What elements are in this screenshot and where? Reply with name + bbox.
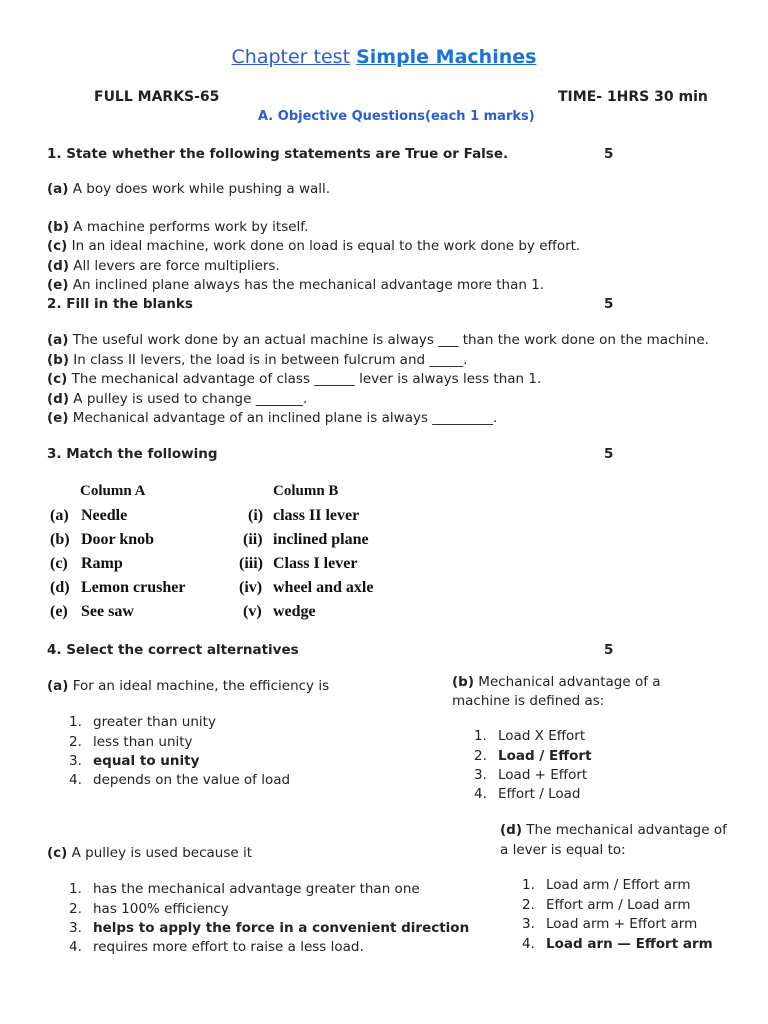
q2-item-b-text: In class II levers, the load is in between fulcrum and _____. <box>69 352 468 368</box>
q1-item-c-label: (c) <box>47 238 68 254</box>
q4a-label: (a) <box>47 678 69 694</box>
q4d-text-1: The mechanical advantage of <box>522 822 727 838</box>
q2-item-c-label: (c) <box>47 371 68 387</box>
q4-heading: 4. Select the correct alternatives <box>47 642 299 658</box>
match-a-label-4: (d) <box>50 579 70 596</box>
q2-item-b <box>47 352 467 368</box>
match-b-label-4: (iv) <box>239 579 263 596</box>
q4b-option-2 <box>474 748 592 764</box>
q4b-text-1: Mechanical advantage of a <box>474 674 661 690</box>
section-a-heading: A. Objective Questions(each 1 marks) <box>258 109 535 124</box>
page-title <box>0 46 768 68</box>
q4b-option-4-text: Effort / Load <box>498 786 581 802</box>
match-b-label-2: (ii) <box>243 531 263 548</box>
q4-marks: 5 <box>604 642 614 658</box>
match-b-text-4: wheel and axle <box>273 579 374 596</box>
q4b-option-2-number: 2. <box>474 748 487 764</box>
q4c-option-3-text: helps to apply the force in a convenient direction <box>93 920 470 936</box>
title-part-2: Simple Machines <box>356 46 537 68</box>
q2-heading: 2. Fill in the blanks <box>47 296 193 312</box>
match-b-label-5: (v) <box>243 603 262 620</box>
q4d-question-line-2: a lever is equal to: <box>500 842 626 858</box>
match-a-label-2: (b) <box>50 531 70 548</box>
q3-heading: 3. Match the following <box>47 446 218 462</box>
q4d-option-4 <box>522 936 713 952</box>
q2-item-e-label: (e) <box>47 410 69 426</box>
q4d-option-2-text: Effort arm / Load arm <box>546 897 691 913</box>
q4c-option-2-text: has 100% efficiency <box>93 901 229 917</box>
q4d-option-2-number: 2. <box>522 897 535 913</box>
q4b-option-1-text: Load X Effort <box>498 728 586 744</box>
q4b-option-3-number: 3. <box>474 767 487 783</box>
q1-item-a-text: A boy does work while pushing a wall. <box>68 181 331 197</box>
q2-marks: 5 <box>604 296 614 312</box>
q1-item-b-label: (b) <box>47 219 70 235</box>
q4c-option-4 <box>69 939 364 955</box>
match-b-label-1: (i) <box>248 507 264 524</box>
q1-marks: 5 <box>604 146 614 162</box>
q4a-option-2-text: less than unity <box>93 734 193 750</box>
q4c-label: (c) <box>47 845 68 861</box>
q1-item-e-text: An inclined plane always has the mechanical advantage more than 1. <box>68 277 545 293</box>
match-a-label-1: (a) <box>50 507 69 524</box>
q1-item-e <box>47 277 544 293</box>
q1-item-c <box>47 238 580 254</box>
q2-item-a-text: The useful work done by an actual machine is always ___ than the work done on the machine. <box>68 332 709 348</box>
q4c-option-3-number: 3. <box>69 920 82 936</box>
q4a-option-3 <box>69 753 199 769</box>
q4d-option-3-text: Load arm + Effort arm <box>546 916 698 932</box>
q4b-option-2-text: Load / Effort <box>498 748 592 764</box>
q4d-option-2 <box>522 897 691 913</box>
q4a-option-2 <box>69 734 193 750</box>
q4d-option-1 <box>522 877 691 893</box>
q1-item-d <box>47 258 280 274</box>
match-a-label-5: (e) <box>50 603 68 620</box>
q4b-option-4-number: 4. <box>474 786 487 802</box>
q1-item-d-label: (d) <box>47 258 70 274</box>
match-b-text-5: wedge <box>273 603 316 620</box>
q4a-option-1 <box>69 714 216 730</box>
match-a-text-3: Ramp <box>81 555 123 572</box>
q4a-option-4 <box>69 772 290 788</box>
q4b-option-1-number: 1. <box>474 728 487 744</box>
q2-item-c-text: The mechanical advantage of class ______ lever is always less than 1. <box>67 371 542 387</box>
q4d-option-3 <box>522 916 697 932</box>
q4d-option-4-number: 4. <box>522 936 535 952</box>
q4a-option-1-text: greater than unity <box>93 714 216 730</box>
q4c-option-2-number: 2. <box>69 901 82 917</box>
q4a-option-4-text: depends on the value of load <box>93 772 291 788</box>
q4c-option-4-number: 4. <box>69 939 82 955</box>
q4d-option-1-number: 1. <box>522 877 535 893</box>
match-b-text-2: inclined plane <box>273 531 369 548</box>
q4b-option-3 <box>474 767 587 783</box>
q4a-option-3-number: 3. <box>69 753 82 769</box>
q2-item-a-label: (a) <box>47 332 69 348</box>
q4b-question-line-1 <box>452 674 661 690</box>
q1-heading: 1. State whether the following statements are True or False. <box>47 146 509 162</box>
q4b-label: (b) <box>452 674 475 690</box>
q3-marks: 5 <box>604 446 614 462</box>
q4a-option-2-number: 2. <box>69 734 82 750</box>
q4d-option-1-text: Load arm / Effort arm <box>546 877 691 893</box>
q1-item-c-text: In an ideal machine, work done on load is equal to the work done by effort. <box>67 238 581 254</box>
q4c-option-4-text: requires more effort to raise a less load. <box>93 939 364 955</box>
q4a-option-1-number: 1. <box>69 714 82 730</box>
q4c-option-1-text: has the mechanical advantage greater than one <box>93 881 420 897</box>
q1-item-b-text: A machine performs work by itself. <box>69 219 309 235</box>
q2-item-c <box>47 371 541 387</box>
q1-item-a-label: (a) <box>47 181 69 197</box>
q2-item-e <box>47 410 497 426</box>
q4c-option-1-number: 1. <box>69 881 82 897</box>
q4d-option-4-text: Load arn — Effort arm <box>546 936 713 952</box>
q2-item-d <box>47 391 307 407</box>
full-marks: FULL MARKS-65 <box>94 89 220 105</box>
match-b-text-1: class II lever <box>273 507 360 524</box>
q4a-question <box>47 678 329 694</box>
q4d-option-3-number: 3. <box>522 916 535 932</box>
q4c-option-1 <box>69 881 420 897</box>
column-a-title: Column A <box>80 483 146 499</box>
q2-item-e-text: Mechanical advantage of an inclined plane is always _________. <box>68 410 498 426</box>
q4c-question <box>47 845 252 861</box>
q1-item-b <box>47 219 308 235</box>
q4c-text: A pulley is used because it <box>67 845 253 861</box>
q4c-option-3 <box>69 920 469 936</box>
column-b-title: Column B <box>273 483 339 499</box>
q1-item-a <box>47 181 330 197</box>
match-a-text-1: Needle <box>81 507 128 524</box>
q4b-option-1 <box>474 728 585 744</box>
q4b-option-3-text: Load + Effort <box>498 767 588 783</box>
q1-item-d-text: All levers are force multipliers. <box>69 258 280 274</box>
match-b-text-3: Class I lever <box>273 555 358 572</box>
match-a-text-2: Door knob <box>81 531 155 548</box>
match-a-label-3: (c) <box>50 555 68 572</box>
match-a-text-5: See saw <box>81 603 134 620</box>
q4b-option-4 <box>474 786 580 802</box>
q4d-question-line-1 <box>500 822 727 838</box>
q4a-text: For an ideal machine, the efficiency is <box>68 678 330 694</box>
q2-item-b-label: (b) <box>47 352 70 368</box>
q4a-option-4-number: 4. <box>69 772 82 788</box>
q2-item-a <box>47 332 709 348</box>
q4b-question-line-2: machine is defined as: <box>452 693 605 709</box>
time-allowed: TIME- 1HRS 30 min <box>558 89 708 105</box>
q4d-label: (d) <box>500 822 523 838</box>
q4a-option-3-text: equal to unity <box>93 753 200 769</box>
q2-item-d-label: (d) <box>47 391 70 407</box>
match-b-label-3: (iii) <box>239 555 263 572</box>
q1-item-e-label: (e) <box>47 277 69 293</box>
q2-item-d-text: A pulley is used to change _______. <box>69 391 308 407</box>
q4c-option-2 <box>69 901 229 917</box>
match-a-text-4: Lemon crusher <box>81 579 186 596</box>
title-part-1: Chapter test <box>231 46 351 68</box>
